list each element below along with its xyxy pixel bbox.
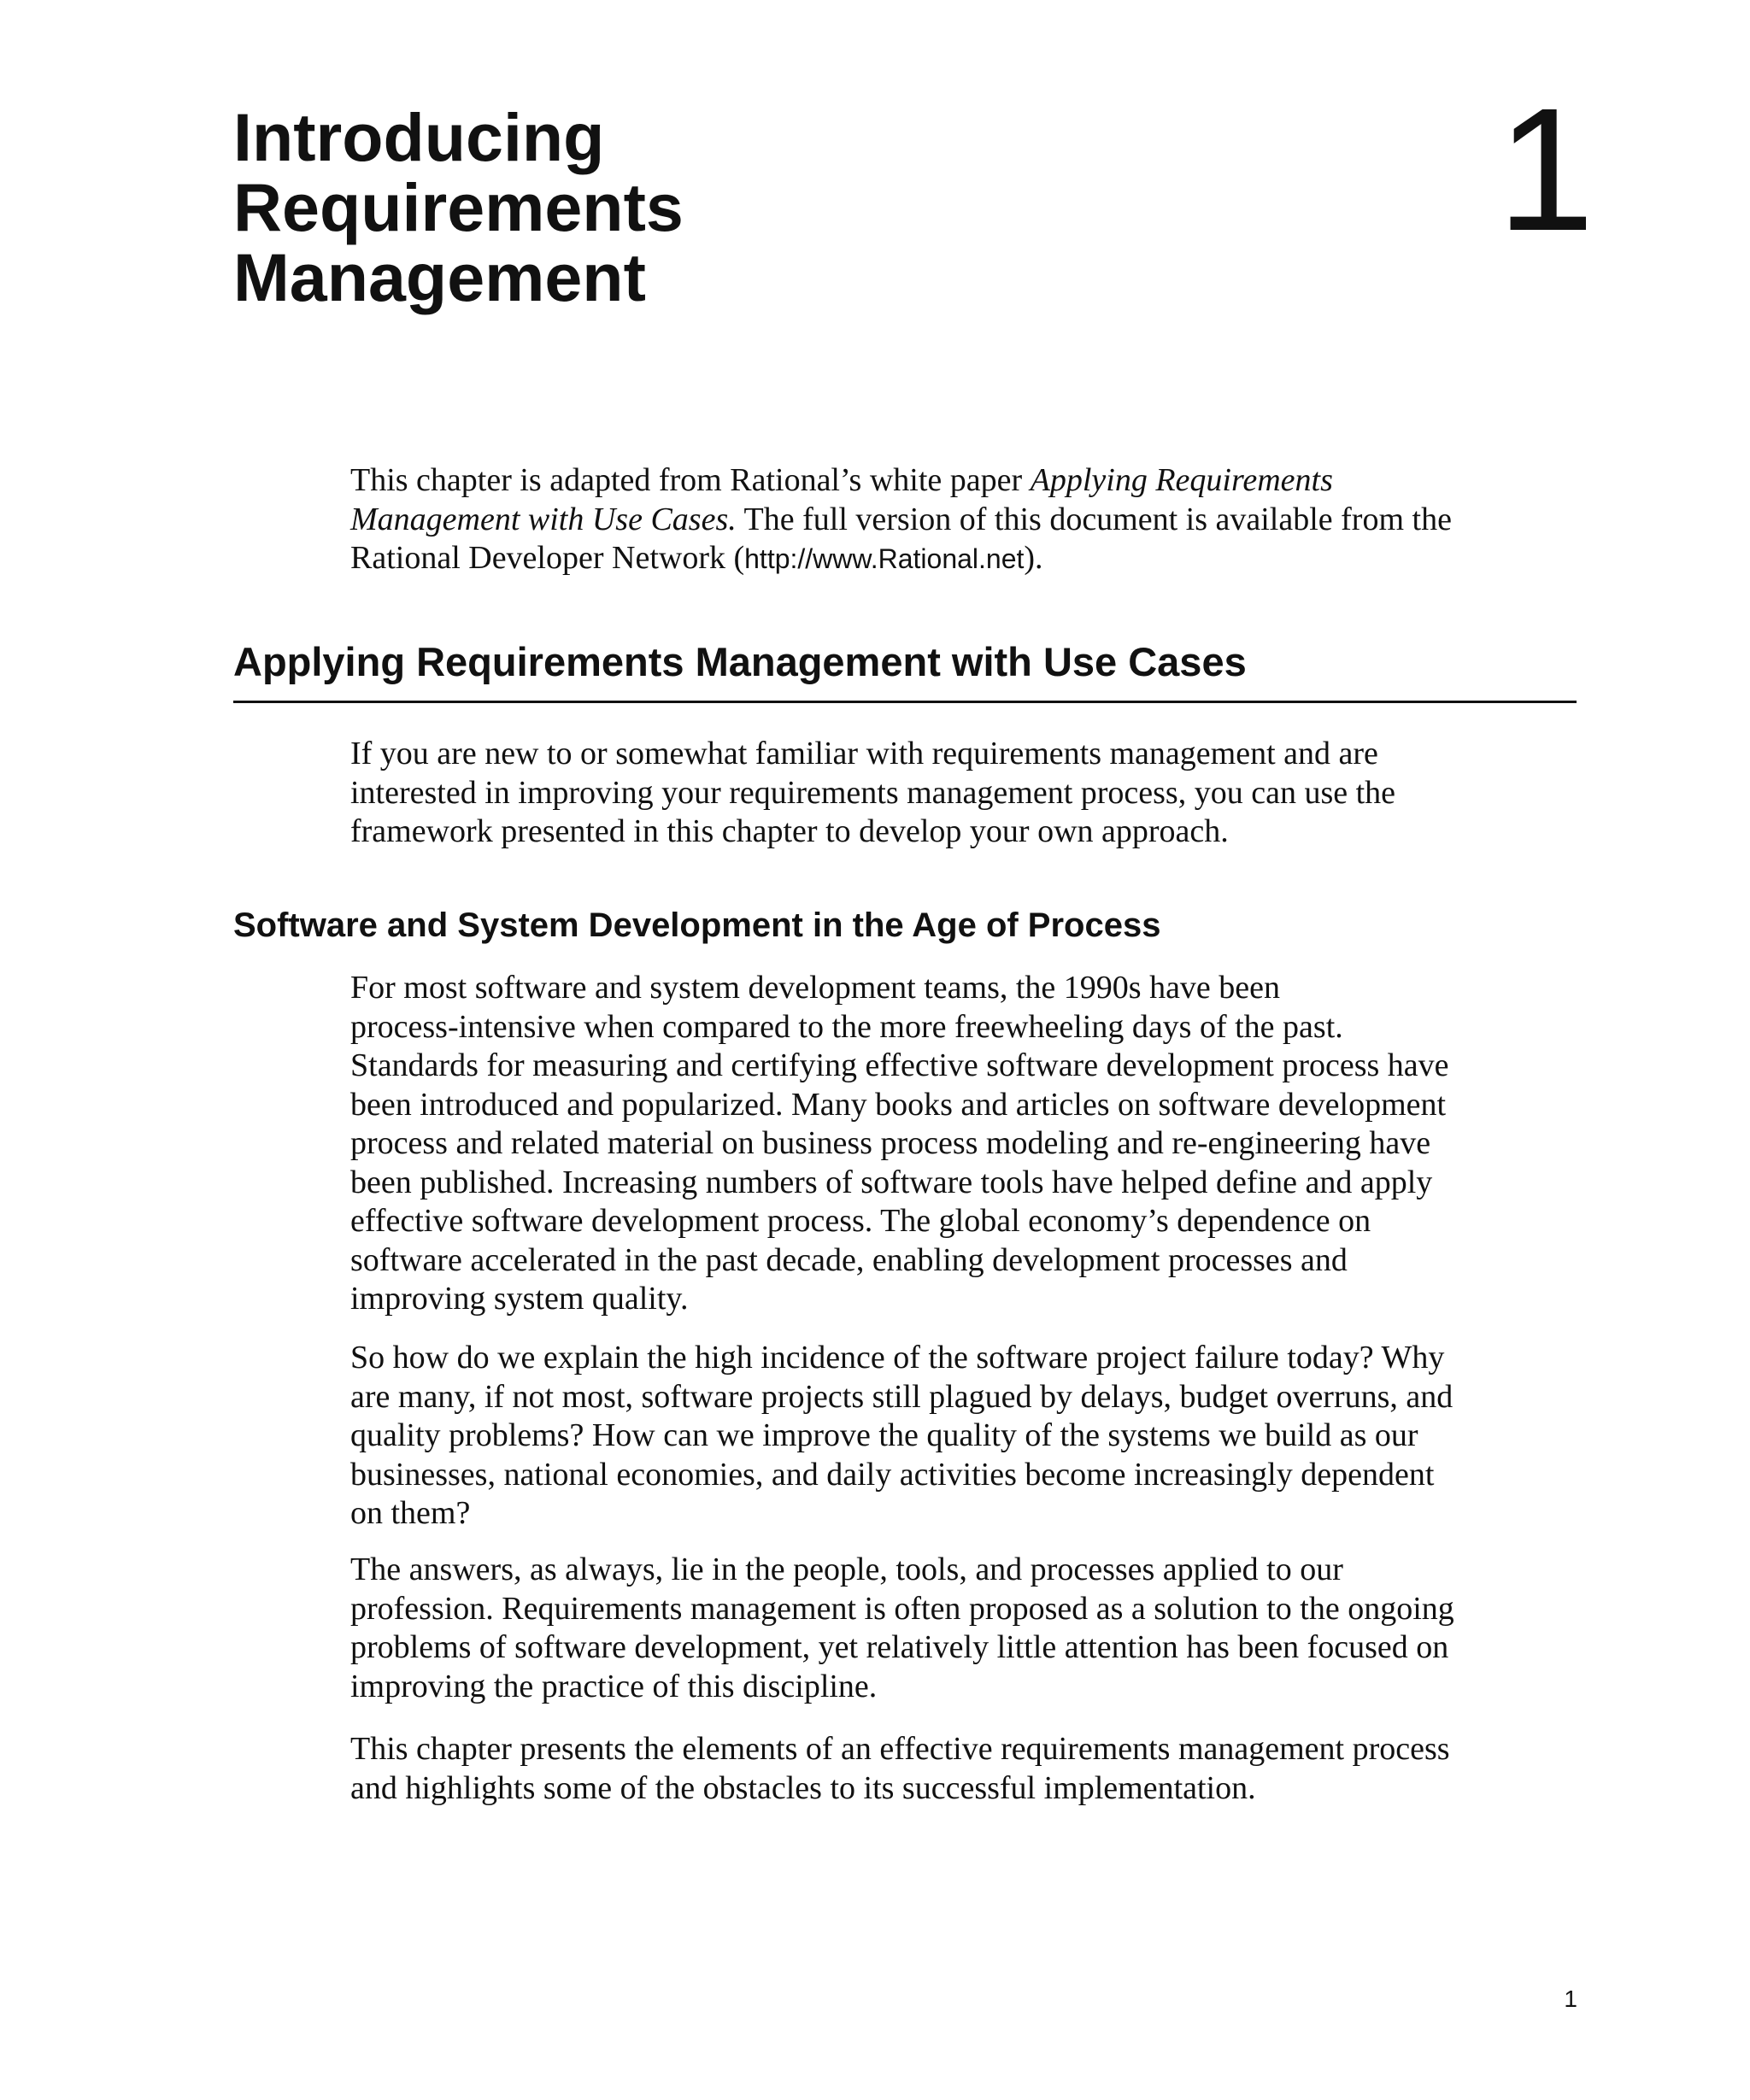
intro-text: This chapter is adapted from Rational’s white paper: [350, 462, 1031, 498]
paragraph-line: improving the practice of this discipline.: [350, 1668, 878, 1704]
paragraph-line: framework presented in this chapter to develop your own approach.: [350, 813, 1229, 849]
paragraph-line: If you are new to or somewhat familiar with requirements management and are: [350, 736, 1378, 771]
network-url-link[interactable]: http://www.Rational.net: [744, 543, 1025, 574]
paragraph-line: are many, if not most, software projects still plagued by delays, budget overruns, and: [350, 1378, 1453, 1415]
paper-title: Applying Requirements: [1030, 462, 1333, 498]
paragraph-line: software accelerated in the past decade, enabling development processes and: [350, 1241, 1348, 1278]
chapter-title-line: Management: [233, 239, 646, 315]
paragraph-line: problems of software development, yet relatively little attention has been focused on: [350, 1629, 1449, 1665]
paragraph-line: been introduced and popularized. Many books and articles on software development: [350, 1086, 1447, 1123]
intro-line: [350, 461, 1452, 501]
intro-text: The full version of this document is available from the: [736, 501, 1452, 537]
chapter-title-line: Introducing: [233, 99, 605, 175]
intro-line: [350, 501, 1452, 540]
heading-rule-divider: [233, 701, 1577, 703]
paragraph-line: The answers, as always, lie in the people, tools, and processes applied to our: [350, 1552, 1343, 1587]
paragraph-line: So how do we explain the high incidence of the software project failure today? Why: [350, 1340, 1445, 1376]
section2-paragraph-1: [350, 969, 1449, 1319]
paragraph-line: Standards for measuring and certifying effective software development process have: [350, 1047, 1449, 1083]
paragraph-line: on them?: [350, 1495, 471, 1531]
section-heading-software: Software and System Development in the Age of Process: [233, 906, 1161, 944]
chapter-title-line: Requirements: [233, 169, 684, 245]
intro-line: [350, 539, 1452, 579]
paragraph-line: effective software development process. The global economy’s dependence on: [350, 1203, 1371, 1239]
paragraph-line: and highlights some of the obstacles to its successful implementation.: [350, 1769, 1256, 1806]
paragraph-line: This chapter presents the elements of an effective requirements management process: [350, 1731, 1450, 1767]
page-number: 1: [1564, 1986, 1577, 2012]
section1-paragraph: [350, 735, 1395, 852]
section-heading-applying: Applying Requirements Management with Use Cases: [233, 639, 1247, 684]
intro-paragraph: [350, 461, 1452, 579]
paragraph-line: businesses, national economies, and daily activities become increasingly dependent: [350, 1456, 1435, 1493]
paragraph-line: quality problems? How can we improve the quality of the systems we build as our: [350, 1417, 1418, 1453]
paper-title: Management with Use Cases.: [350, 501, 737, 537]
paragraph-line: profession. Requirements management is often proposed as a solution to the ongoing: [350, 1590, 1454, 1627]
intro-text: Rational Developer Network (: [350, 540, 745, 576]
section2-paragraph-3: [350, 1551, 1454, 1706]
chapter-title: [233, 99, 684, 315]
paragraph-line: process-intensive when compared to the more freewheeling days of the past.: [350, 1008, 1343, 1045]
intro-text: ).: [1024, 540, 1043, 576]
paragraph-line: been published. Increasing numbers of software tools have helped define and apply: [350, 1164, 1433, 1200]
section2-paragraph-4: [350, 1730, 1450, 1808]
paragraph-line: improving system quality.: [350, 1281, 689, 1317]
chapter-number: 1: [1496, 72, 1594, 267]
paragraph-line: process and related material on business process modeling and re-engineering have: [350, 1125, 1431, 1161]
paragraph-line: For most software and system development teams, the 1990s have been: [350, 970, 1281, 1006]
paragraph-line: interested in improving your requirements management process, you can use the: [350, 774, 1396, 811]
section2-paragraph-2: [350, 1339, 1453, 1534]
